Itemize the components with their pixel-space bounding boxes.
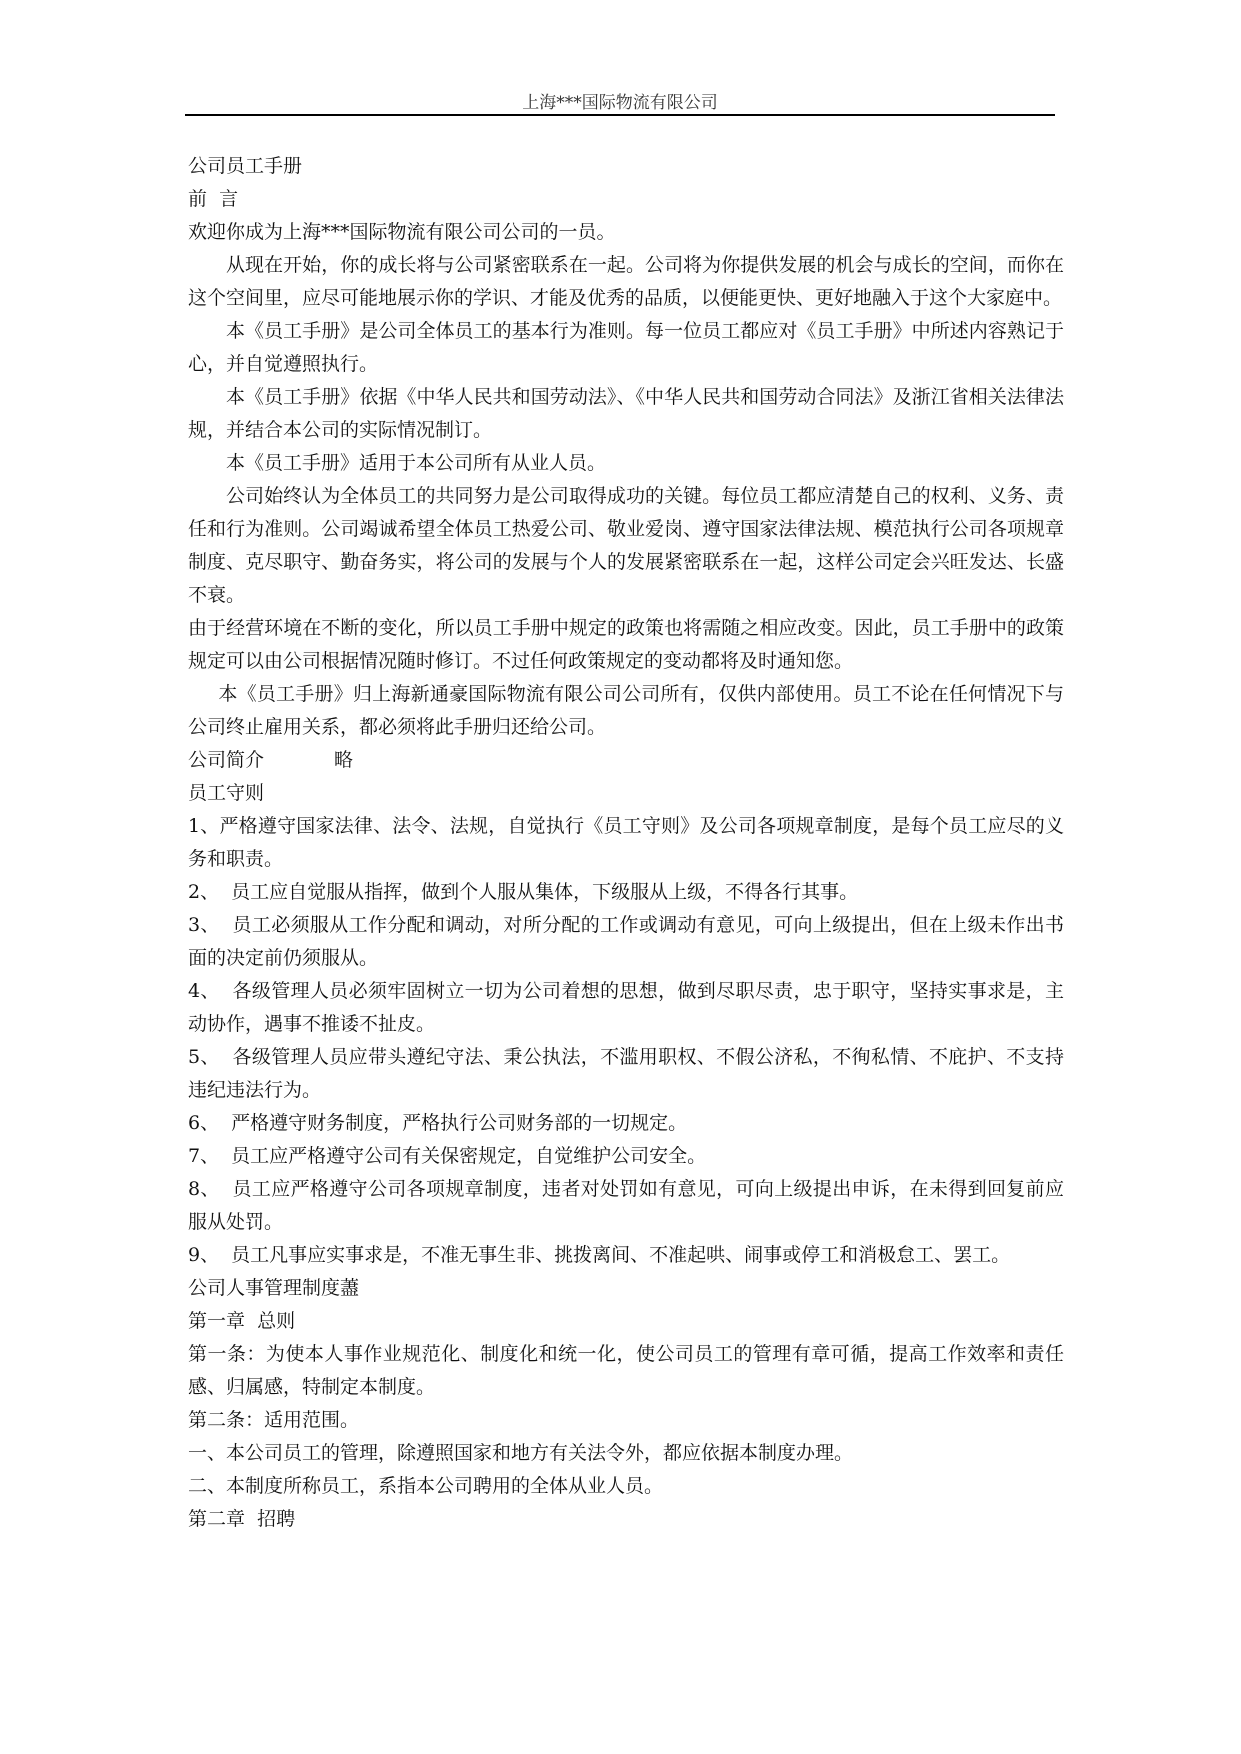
preface-paragraph-5: 公司始终认为全体员工的共同努力是公司取得成功的关键。每位员工都应清楚自己的权利、义务、责任和行为准则。公司竭诚希望全体员工热爱公司、敬业爱岗、遵守国家法律法规、模范执行公司各项规章制度、克尽职守、勤奋务实，将公司的发展与个人的发展紧密联系在一起，这样公司定会兴旺发达、长盛不衰。 (188, 485, 1064, 606)
header-divider (185, 114, 1055, 116)
rule-item: 9、 员工凡事应实事求是，不准无事生非、挑拨离间、不准起哄、闹事或停工和消极怠工、罢工。 (188, 1244, 1011, 1266)
preface-paragraph-1: 从现在开始，你的成长将与公司紧密联系在一起。公司将为你提供发展的机会与成长的空间，而你在这个空间里，应尽可能地展示你的学识、才能及优秀的品质，以便能更快、更好地融入于这个大家庭中。 (188, 254, 1064, 309)
preface-paragraph-7: 本《员工手册》归上海新通豪国际物流有限公司公司所有，仅供内部使用。员工不论在任何情况下与公司终止雇用关系，都必须将此手册归还给公司。 (188, 683, 1064, 738)
preface-heading: 前 言 (188, 188, 239, 210)
chapter-1-heading: 第一章 总则 (188, 1310, 296, 1332)
preface-paragraph-4: 本《员工手册》适用于本公司所有从业人员。 (226, 452, 607, 474)
article-1: 第一条：为使本人事作业规范化、制度化和统一化，使公司员工的管理有章可循，提高工作效率和责任感、归属感，特制定本制度。 (188, 1343, 1064, 1398)
company-intro-label: 公司简介 (188, 749, 265, 771)
hr-policy-heading: 公司人事管理制度藎 (188, 1277, 360, 1299)
company-intro-line (188, 744, 1064, 777)
page-header-company: 上海***国际物流有限公司 (522, 93, 718, 113)
rule-item: 8、 员工应严格遵守公司各项规章制度，违者对处罚如有意见，可向上级提出申诉，在未得到回复前应服从处罚。 (188, 1178, 1064, 1233)
welcome-line: 欢迎你成为上海***国际物流有限公司公司的一员。 (188, 221, 616, 243)
rule-item: 1、严格遵守国家法律、法令、法规，自觉执行《员工守则》及公司各项规章制度，是每个员工应尽的义务和职责。 (188, 815, 1064, 870)
article-2: 第二条：适用范围。 (188, 1409, 360, 1431)
rules-heading: 员工守则 (188, 782, 265, 804)
preface-paragraph-2: 本《员工手册》是公司全体员工的基本行为准则。每一位员工都应对《员工手册》中所述内容熟记于心，并自觉遵照执行。 (188, 320, 1064, 375)
scope-item-2: 二、本制度所称员工，系指本公司聘用的全体从业人员。 (188, 1475, 664, 1497)
rule-item: 5、 各级管理人员应带头遵纪守法、秉公执法，不滥用职权、不假公济私，不徇私情、不庇护、不支持违纪违法行为。 (188, 1046, 1064, 1101)
preface-paragraph-6: 由于经营环境在不断的变化，所以员工手册中规定的政策也将需随之相应改变。因此，员工手册中的政策规定可以由公司根据情况随时修订。不过任何政策规定的变动都将及时通知您。 (188, 617, 1064, 672)
rule-item: 6、 严格遵守财务制度，严格执行公司财务部的一切规定。 (188, 1112, 688, 1134)
scope-item-1: 一、本公司员工的管理，除遵照国家和地方有关法令外，都应依据本制度办理。 (188, 1442, 854, 1464)
rule-item: 4、 各级管理人员必须牢固树立一切为公司着想的思想，做到尽职尽责，忠于职守，坚持实事求是，主动协作，遇事不推诿不扯皮。 (188, 980, 1064, 1035)
chapter-2-heading: 第二章 招聘 (188, 1508, 296, 1530)
rule-item: 2、 员工应自觉服从指挥，做到个人服从集体，下级服从上级，不得各行其事。 (188, 881, 859, 903)
company-intro-value: 略 (334, 749, 354, 771)
rule-item: 3、 员工必须服从工作分配和调动，对所分配的工作或调动有意见，可向上级提出，但在上级未作出书面的决定前仍须服从。 (188, 914, 1064, 969)
handbook-title: 公司员工手册 (188, 155, 303, 177)
document-body (188, 150, 1064, 1536)
preface-paragraph-3: 本《员工手册》依据《中华人民共和国劳动法》、《中华人民共和国劳动合同法》及浙江省相关法律法规，并结合本公司的实际情况制订。 (188, 386, 1064, 441)
rule-item: 7、 员工应严格遵守公司有关保密规定，自觉维护公司安全。 (188, 1145, 707, 1167)
